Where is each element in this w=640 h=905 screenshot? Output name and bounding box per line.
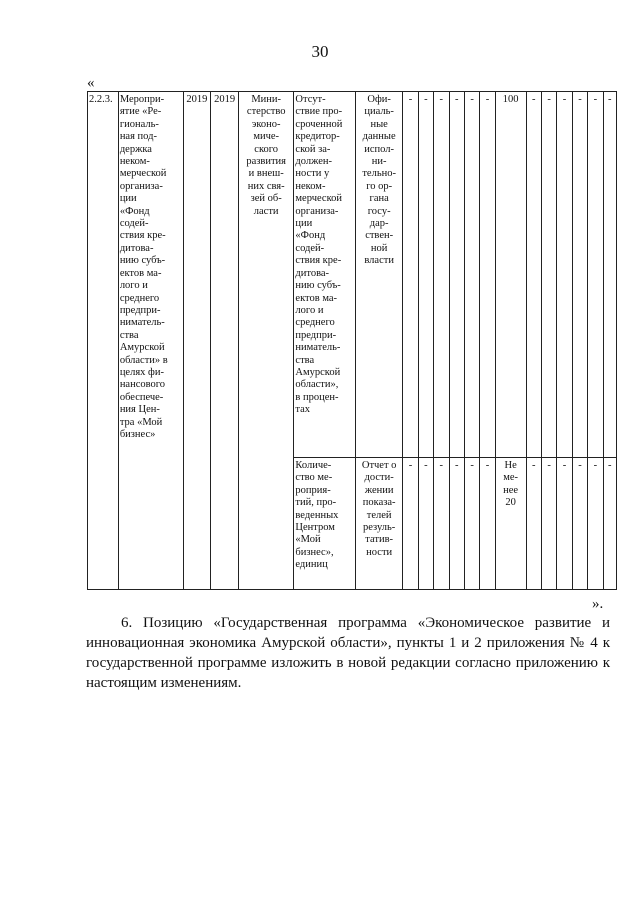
value-cell: -: [464, 458, 479, 590]
value-cell: -: [403, 458, 418, 590]
event-name-cell: Меропри- ятие «Ре- гиональ- ная под- держка неком- мерческой организа- ции «Фонд содей- ствия кре- дитова- нию субъ- ектов ма- лого и среднего предпри- ниматель- ства Амурской области» в целях фи- нансового обеспече- ния Цен- тра «Мой бизнес»: [118, 92, 183, 590]
closing-quote-mark: ».: [592, 596, 604, 612]
value-cell: -: [449, 458, 464, 590]
value-cell: -: [603, 458, 616, 590]
value-cell: -: [588, 458, 603, 590]
value-cell: -: [418, 458, 433, 590]
value-cell: -: [449, 92, 464, 458]
indicator-name-cell: Отсут- ствие про- сроченной кредитор- ской за- должен- ности у неком- мерческой организа- ции «Фонд содей- ствия кре- дитова- нию субъ- ектов ма- лого и среднего предпри- ниматель- ства Амурской области», в процен- тах: [294, 92, 356, 458]
executor-cell: Мини- стерство эконо- миче- ского развития и внеш- них свя- зей об- ласти: [238, 92, 293, 590]
value-cell: -: [418, 92, 433, 458]
value-cell: -: [403, 92, 418, 458]
value-cell: -: [557, 458, 572, 590]
value-cell: -: [541, 458, 556, 590]
indicator-source-cell: Отчет о дости- жении показа- телей резуль- татив- ности: [356, 458, 403, 590]
value-cell: -: [541, 92, 556, 458]
indicator-name-cell: Количе- ство ме- роприя- тий, про- веденных Центром «Мой бизнес», единиц: [294, 458, 356, 590]
year-start-cell: 2019: [183, 92, 211, 590]
year-end-cell: 2019: [211, 92, 239, 590]
value-cell: -: [603, 92, 616, 458]
value-cell: -: [526, 458, 541, 590]
value-cell: -: [434, 92, 449, 458]
value-cell: -: [557, 92, 572, 458]
value-cell: -: [572, 92, 587, 458]
value-cell: -: [588, 92, 603, 458]
value-cell: -: [464, 92, 479, 458]
value-cell: -: [480, 458, 495, 590]
program-table: [87, 91, 617, 590]
value-cell: -: [572, 458, 587, 590]
indicator-source-cell: Офи- циаль- ные данные испол- ни- тельно- го ор- гана госу- дар- ствен- ной власти: [356, 92, 403, 458]
opening-quote-mark: «: [87, 75, 95, 91]
target-value-cell: 100: [495, 92, 526, 458]
value-cell: -: [434, 458, 449, 590]
row-number-cell: 2.2.3.: [88, 92, 119, 590]
amendment-paragraph: 6. Позицию «Государственная программа «Экономическое развитие и инновационная экономика Амурской области», пункты 1 и 2 приложения № 4 к государственной программе изложить в новой редакции согласно приложению к настоящим изменениям.: [86, 615, 610, 691]
target-value-cell: Не ме- нее 20: [495, 458, 526, 590]
table-row: [88, 92, 617, 458]
page-number: 30: [311, 42, 329, 61]
value-cell: -: [526, 92, 541, 458]
value-cell: -: [480, 92, 495, 458]
